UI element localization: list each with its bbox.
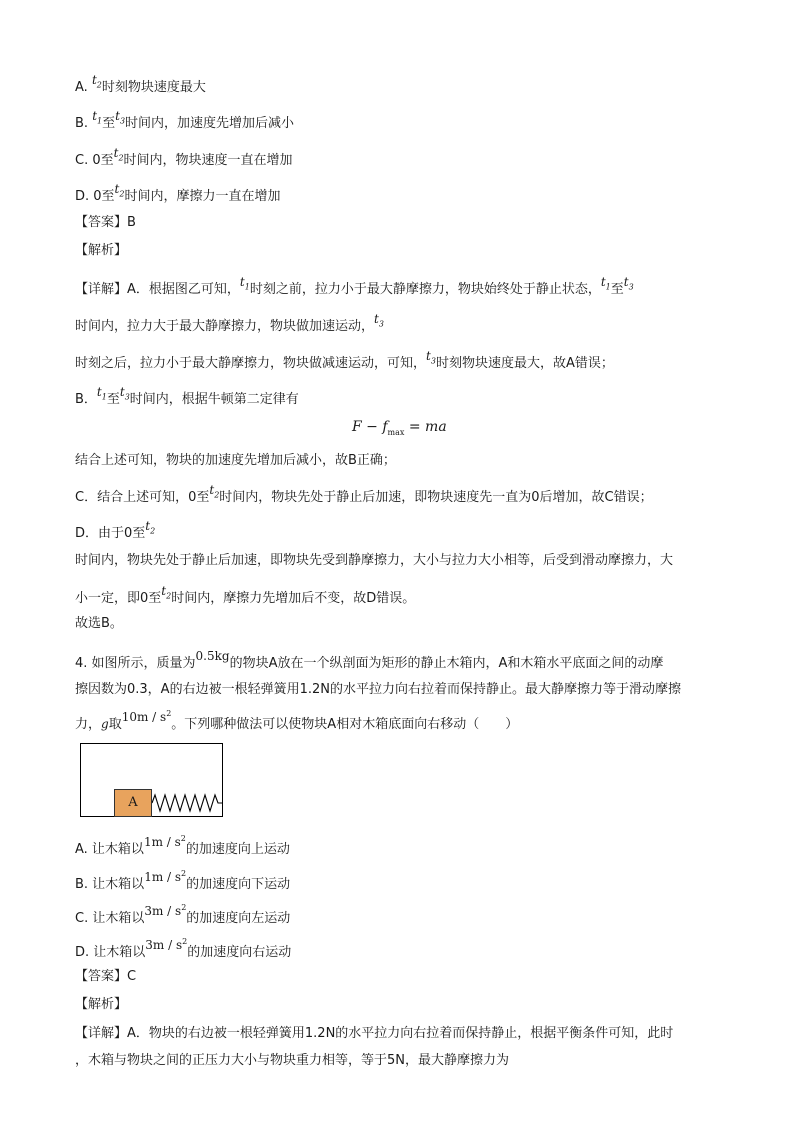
q3-option-d: D. 0至$t_2$时间内，摩擦力一直在增加: [75, 182, 281, 204]
q4-stem-line-1: 4. 如图所示，质量为0.5kg的物块A放在一个纵剖面为矩形的静止木箱内，A和木箱水平底面之间的动摩: [75, 649, 664, 671]
q3-analysis-heading: 【解析】: [75, 243, 128, 258]
q4-detail-line-2: ，木箱与物块之间的正压力大小与物块重力相等，等于5N，最大静摩擦力为: [75, 1053, 509, 1068]
block-a: A: [114, 789, 152, 817]
q3-answer: 【答案】B: [75, 215, 136, 230]
q3-detail-line-5: 结合上述可知，物块的加速度先增加后减小，故B正确；: [75, 453, 396, 468]
q3-detail-line-3: 时刻之后，拉力小于最大静摩擦力，物块做减速运动，可知，$t_3$时刻物块速度最大，故A错误；: [75, 349, 614, 371]
q3-detail-line-1: 【详解】A．根据图乙可知，$t_1$时刻之前，拉力小于最大静摩擦力，物块始终处于静止状态，$t_1$至$t_3$: [75, 275, 634, 297]
q4-answer: 【答案】C: [75, 969, 137, 984]
q3-option-a: A. $t_2$时刻物块速度最大: [75, 73, 206, 95]
q4-option-a: A. 让木箱以$1m / s^2$的加速度向上运动: [75, 834, 290, 857]
q3-option-c: C. 0至$t_2$时间内，物块速度一直在增加: [75, 146, 293, 168]
q3-detail-line-2: 时间内，拉力大于最大静摩擦力，物块做加速运动，$t_3$: [75, 312, 384, 334]
q3-option-b: B. $t_1$至$t_3$时间内，加速度先增加后减小: [75, 109, 295, 131]
q4-option-d: D. 让木箱以$3m / s^2$的加速度向右运动: [75, 937, 292, 960]
q4-option-b: B. 让木箱以$1m / s^2$的加速度向下运动: [75, 869, 291, 892]
q3-detail-line-8: 时间内，物块先处于静止后加速，即物块先受到静摩擦力，大小与拉力大小相等，后受到滑动摩擦力，大: [75, 553, 674, 568]
q3-detail-line-6: C．结合上述可知，0至$t_2$时间内，物块先处于静止后加速，即物块速度先一直为0后增加，故C错误；: [75, 483, 653, 505]
q4-option-c: C. 让木箱以$3m / s^2$的加速度向左运动: [75, 903, 291, 926]
q4-stem-line-3: 力，g取$10m / s^2$。下列哪种做法可以使物块A相对木箱底面向右移动（ ）: [75, 709, 519, 732]
q4-detail-line-1: 【详解】A．物块的右边被一根轻弹簧用1.2N的水平拉力向右拉着而保持静止，根据平衡条件可知，此时: [75, 1026, 674, 1041]
q4-analysis-heading: 【解析】: [75, 997, 128, 1012]
spring-icon: [152, 789, 222, 817]
q3-conclusion: 故选B。: [75, 616, 123, 631]
q4-stem-line-2: 擦因数为0.3，A的右边被一根轻弹簧用1.2N的水平拉力向右拉着而保持静止。最大静摩擦力等于滑动摩擦: [75, 682, 681, 697]
newton-equation: $F - f_{max}$ = ma: [352, 419, 447, 437]
q3-detail-line-9: 小一定，即0至$t_2$时间内，摩擦力先增加后不变，故D错误。: [75, 584, 416, 606]
q3-detail-line-4: B．$t_1$至$t_3$时间内，根据牛顿第二定律有: [75, 385, 299, 407]
q3-detail-line-7: D．由于0至$t_2$: [75, 519, 156, 541]
